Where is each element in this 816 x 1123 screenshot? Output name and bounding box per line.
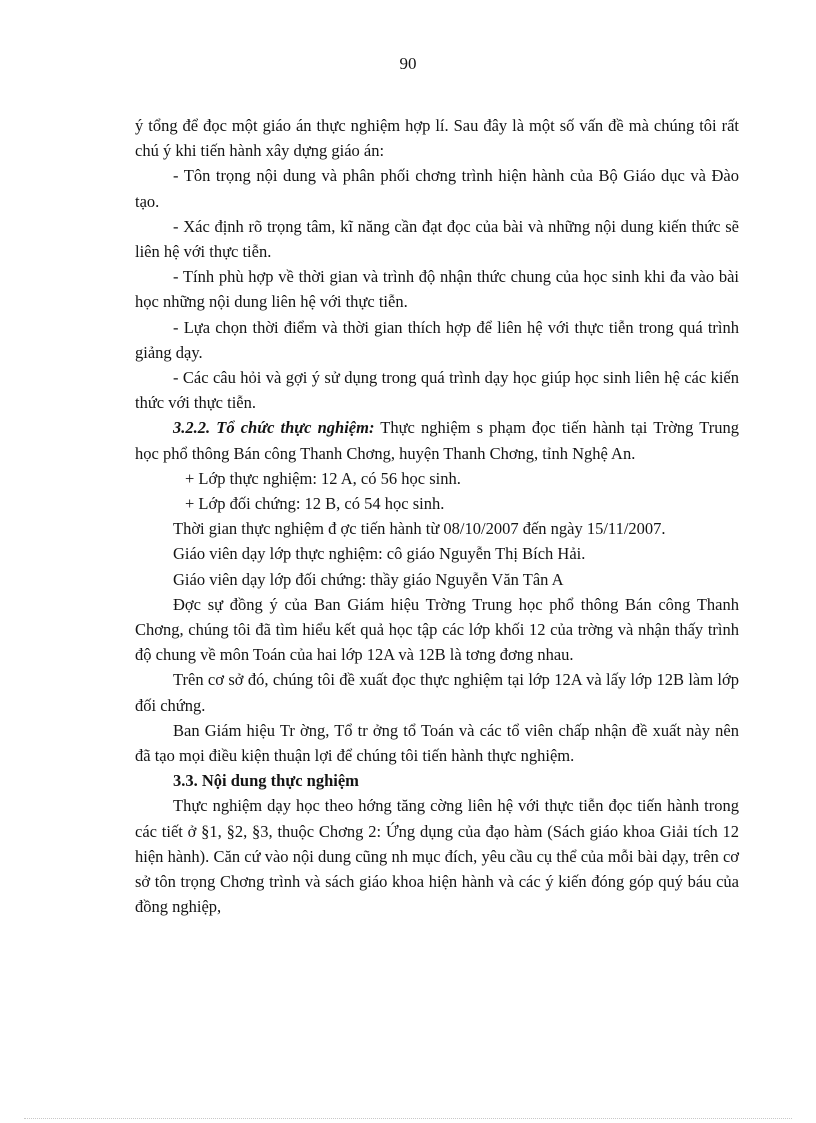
paragraph: - Các câu hỏi và gợi ý sử dụng trong quá trình dạy học giúp học sinh liên hệ các kiến thức với thực tiễn. <box>135 368 739 413</box>
paragraph: Đợc sự đồng ý của Ban Giám hiệu Trờng Trung học phổ thông Bán công Thanh Chơng, chúng tôi đã tìm hiểu kết quả học tập các lớp khối 12 của trờng và nhận thấy trình độ chung về môn Toán của hai lớp 12A và 12B là tơng đơng nhau. <box>135 594 739 665</box>
subsection-text: Thực nghiệm s phạm đọc tiến hành tại Trờng Trung học phổ thông Bán công Thanh Chơng, huyện Thanh Chơng, tỉnh Nghệ An. <box>135 418 739 463</box>
page-number: 90 <box>399 54 417 73</box>
subsection-paragraph <box>135 415 739 465</box>
page-bottom-divider <box>24 1118 792 1119</box>
paragraph: - Xác định rõ trọng tâm, kĩ năng cần đạt đọc của bài và những nội dung kiến thức sẽ liên hệ với thực tiễn. <box>135 216 739 262</box>
info-line: Thời gian thực nghiệm đ ợc tiến hành từ 08/10/2007 đến ngày 15/11/2007. <box>173 519 666 539</box>
info-line: Giáo viên dạy lớp thực nghiệm: cô giáo Nguyễn Thị Bích Hải. <box>173 544 586 564</box>
document-body <box>135 113 739 920</box>
paragraph: - Tính phù hợp về thời gian và trình độ nhận thức chung của học sinh khi đa vào bài học những nội dung liên hệ với thực tiễn. <box>135 267 739 312</box>
section-heading: 3.3. Nội dung thực nghiệm <box>173 771 359 791</box>
class-line: + Lớp thực nghiệm: 12 A, có 56 học sinh. <box>185 468 461 488</box>
class-line: + Lớp đối chứng: 12 B, có 54 học sinh. <box>185 494 445 514</box>
paragraph: ý tổng để đọc một giáo án thực nghiệm hợp lí. Sau đây là một số vấn đề mà chúng tôi rất chú ý khi tiến hành xây dựng giáo án: <box>135 116 739 161</box>
subsection-title: 3.2.2. Tổ chức thực nghiệm: <box>173 418 375 438</box>
paragraph: Ban Giám hiệu Tr ờng, Tổ tr ởng tổ Toán và các tổ viên chấp nhận đề xuất này nên đã tạo mọi điều kiện thuận lợi để chúng tôi tiến hành thực nghiệm. <box>135 720 739 766</box>
paragraph: - Tôn trọng nội dung và phân phối chơng trình hiện hành của Bộ Giáo dục và Đào tạo. <box>135 166 739 211</box>
paragraph: - Lựa chọn thời điểm và thời gian thích hợp để liên hệ với thực tiễn trong quá trình giảng dạy. <box>135 317 739 362</box>
paragraph: Thực nghiệm dạy học theo hớng tăng cờng liên hệ với thực tiễn đọc tiến hành trong các tiết ở §1, §2, §3, thuộc Chơng 2: Ứng dụng của đạo hàm (Sách giáo khoa Giải tích 12 hiện hành). Căn cứ vào nội dung cũng nh mục đích, yêu cầu cụ thể của mỗi bài dạy, trên cơ sở tôn trọng Chơng trình và sách giáo khoa hiện hành và các ý kiến đóng góp quý báu của đồng nghiệp, <box>135 796 739 917</box>
info-line: Giáo viên dạy lớp đối chứng: thầy giáo Nguyễn Văn Tân A <box>173 569 564 589</box>
paragraph: Trên cơ sở đó, chúng tôi đề xuất đọc thực nghiệm tại lớp 12A và lấy lớp 12B làm lớp đối chứng. <box>135 670 739 715</box>
